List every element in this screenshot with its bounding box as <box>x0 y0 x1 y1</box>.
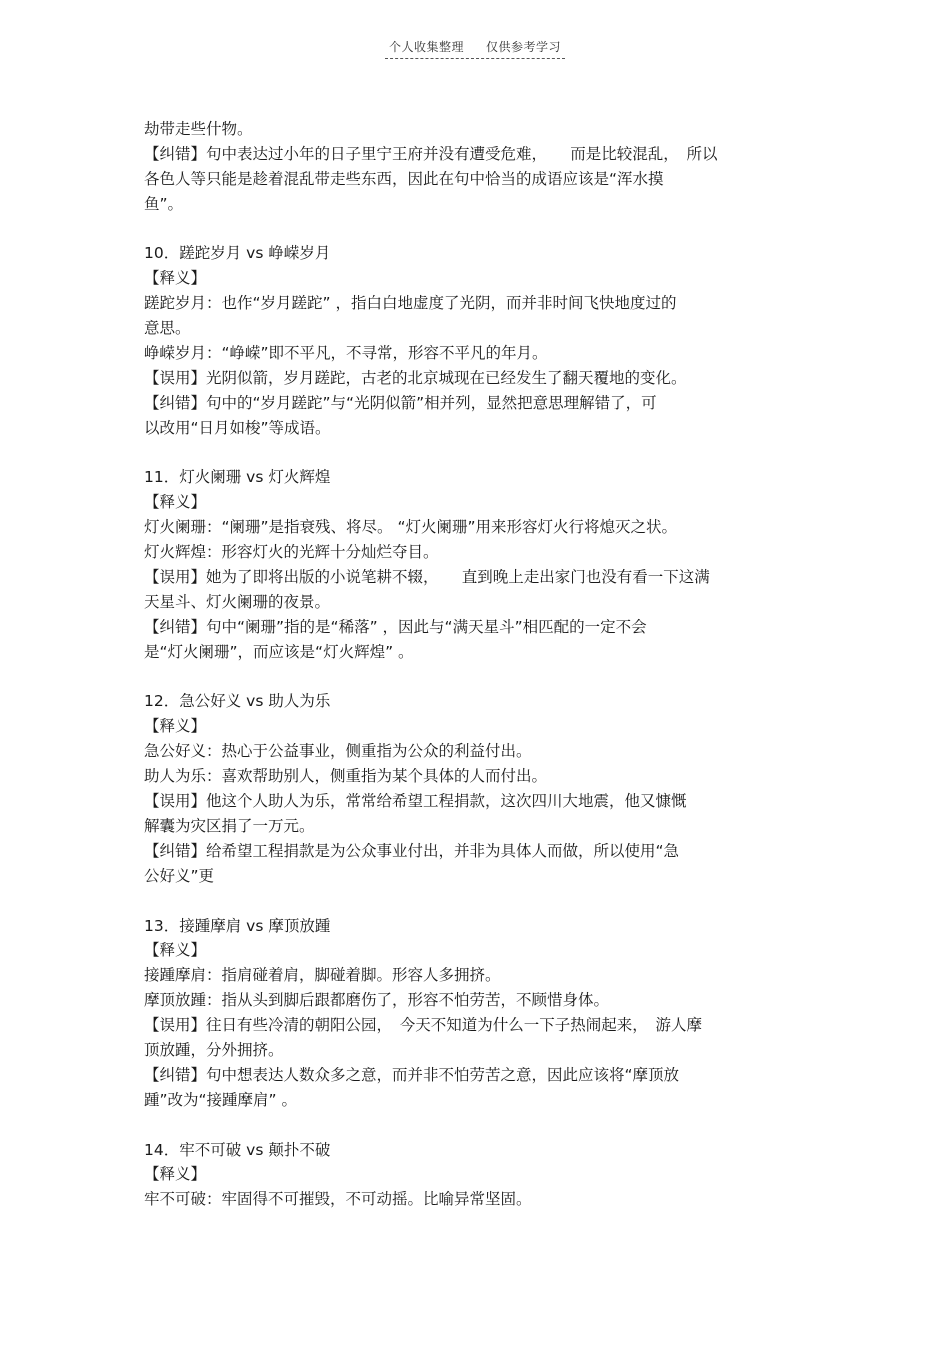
correction-line: 【纠错】句中“阑珊”指的是“稀落” ，因此与“满天星斗”相匹配的一定不会 <box>144 617 647 636</box>
text-line: 公好义”更 <box>144 866 215 885</box>
definition-label: 【释义】 <box>144 1165 207 1184</box>
text-line: 以改用“日月如梭”等成语。 <box>144 418 331 437</box>
misuse-line: 【误用】他这个人助人为乐，常常给希望工程捐款，这次四川大地震，他又慷慨 <box>144 792 687 811</box>
misuse-line: 【误用】光阴似箭，岁月蹉跎，古老的北京城现在已经发生了翻天覆地的变化。 <box>144 368 687 387</box>
section-title-10: 10．蹉跎岁月 vs 峥嵘岁月 <box>144 244 331 263</box>
section-title-11: 11．灯火阑珊 vs 灯火辉煌 <box>144 468 331 487</box>
definition-label: 【释义】 <box>144 493 207 512</box>
page-header <box>0 38 950 59</box>
definition-label: 【释义】 <box>144 941 207 960</box>
text-line: 意思。 <box>144 319 191 338</box>
blank-line <box>144 441 812 466</box>
blank-line <box>144 665 812 690</box>
section-title-14: 14．牢不可破 vs 颠扑不破 <box>144 1140 331 1159</box>
text-line: 天星斗、灯火阑珊的夜景。 <box>144 592 331 611</box>
text-line: 【纠错】句中表达过小年的日子里宁王府并没有遭受危难， 而是比较混乱， 所以 <box>144 144 718 163</box>
text-line: 助人为乐：喜欢帮助别人，侧重指为某个具体的人而付出。 <box>144 767 548 786</box>
text-line: 摩顶放踵：指从头到脚后跟都磨伤了，形容不怕劳苦，不顾惜身体。 <box>144 991 610 1010</box>
section-title-13: 13．接踵摩肩 vs 摩顶放踵 <box>144 916 331 935</box>
text-line: 接踵摩肩：指肩碰着肩，脚碰着脚。形容人多拥挤。 <box>144 966 501 985</box>
text-line: 峥嵘岁月：“峥嵘”即不平凡，不寻常，形容不平凡的年月。 <box>144 344 548 363</box>
text-line: 劫带走些什物。 <box>144 120 253 138</box>
misuse-line: 【误用】她为了即将出版的小说笔耕不辍， 直到晚上走出家门也没有看一下这满 <box>144 568 710 587</box>
text-line: 各色人等只能是趁着混乱带走些东西，因此在句中恰当的成语应该是“浑水摸 <box>144 169 664 188</box>
section-title-12: 12．急公好义 vs 助人为乐 <box>144 692 331 711</box>
text-line: 解囊为灾区捐了一万元。 <box>144 816 315 835</box>
blank-line <box>144 217 812 242</box>
text-line: 急公好义：热心于公益事业，侧重指为公众的利益付出。 <box>144 742 532 761</box>
blank-line <box>144 889 812 914</box>
text-line: 顶放踵，分外拥挤。 <box>144 1040 284 1059</box>
definition-label: 【释义】 <box>144 269 207 288</box>
header-left-text: 个人收集整理 <box>388 40 464 54</box>
correction-line: 【纠错】句中想表达人数众多之意，而并非不怕劳苦之意，因此应该将“摩顶放 <box>144 1065 680 1084</box>
text-line: 牢不可破：牢固得不可摧毁，不可动摇。比喻异常坚固。 <box>144 1190 532 1209</box>
text-line: 灯火辉煌：形容灯火的光辉十分灿烂夺目。 <box>144 543 439 562</box>
document-body <box>144 117 812 1212</box>
definition-label: 【释义】 <box>144 717 207 736</box>
misuse-line: 【误用】往日有些冷清的朝阳公园， 今天不知道为什么一下子热闹起来， 游人摩 <box>144 1016 703 1035</box>
correction-line: 【纠错】给希望工程捐款是为公众事业付出，并非为具体人而做，所以使用“急 <box>144 841 680 860</box>
blank-line <box>144 1113 812 1138</box>
text-line: 是“灯火阑珊”，而应该是“灯火辉煌” 。 <box>144 642 414 661</box>
correction-line: 【纠错】句中的“岁月蹉跎”与“光阴似箭”相并列，显然把意思理解错了，可 <box>144 393 657 412</box>
text-line: 鱼”。 <box>144 194 184 213</box>
text-line: 灯火阑珊：“阑珊”是指衰残、将尽。 “灯火阑珊”用来形容灯火行将熄灭之状。 <box>144 518 678 537</box>
text-line: 蹉跎岁月：也作“岁月蹉跎” ，指白白地虚度了光阴，而并非时间飞快地度过的 <box>144 294 677 313</box>
header-right-text: 仅供参考学习 <box>486 40 562 54</box>
header-bar <box>385 38 565 59</box>
text-line: 踵”改为“接踵摩肩” 。 <box>144 1090 298 1109</box>
